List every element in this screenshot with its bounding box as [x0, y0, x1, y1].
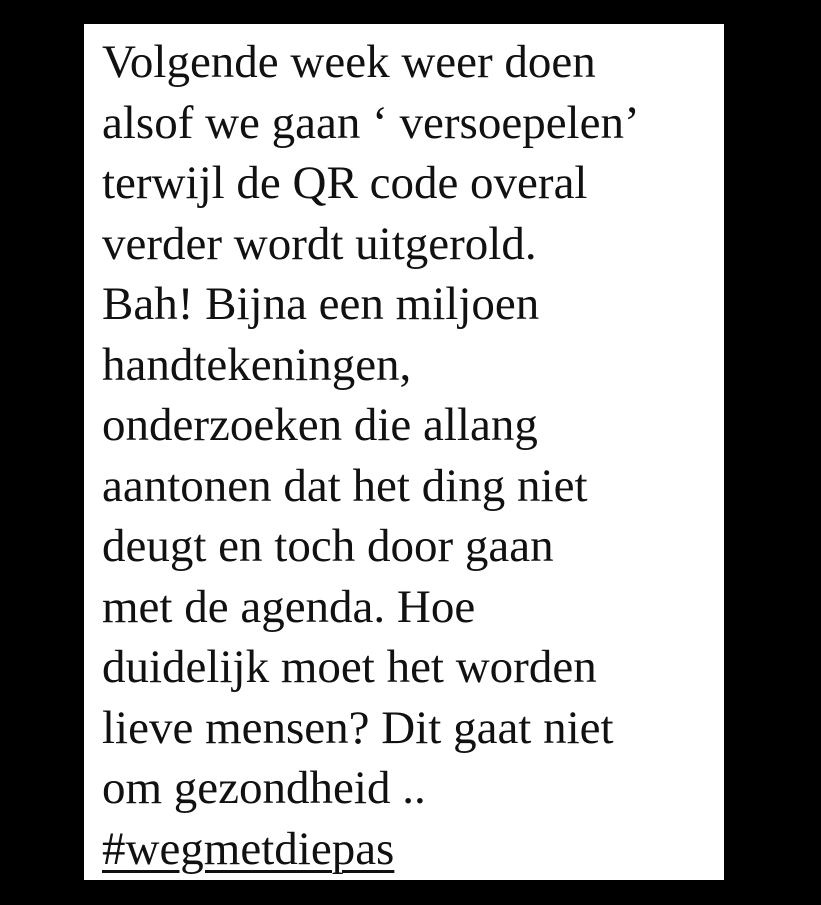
text-line: onderzoeken die allang [102, 399, 538, 451]
text-line: terwijl de QR code overal [102, 157, 588, 209]
text-line: deugt en toch door gaan [102, 520, 554, 572]
hashtag-link[interactable]: #wegmetdiepas [102, 822, 395, 875]
text-line: handtekeningen, [102, 338, 412, 391]
text-line: Volgende week weer doen [102, 36, 596, 88]
post-text [102, 32, 724, 879]
text-line: met de agenda. Hoe [102, 580, 476, 633]
text-card [84, 24, 724, 880]
text-line: lieve mensen? Dit gaat niet [102, 701, 614, 754]
text-line: duidelijk moet het worden [102, 641, 597, 693]
text-line: aantonen dat het ding niet [102, 459, 588, 512]
text-line: alsof we gaan ‘ versoepelen’ [102, 96, 640, 149]
text-line: verder wordt uitgerold. [102, 217, 537, 270]
text-line: Bah! Bijna een miljoen [102, 278, 540, 330]
hashtag-line [102, 819, 724, 880]
text-line: om gezondheid .. [102, 762, 426, 814]
